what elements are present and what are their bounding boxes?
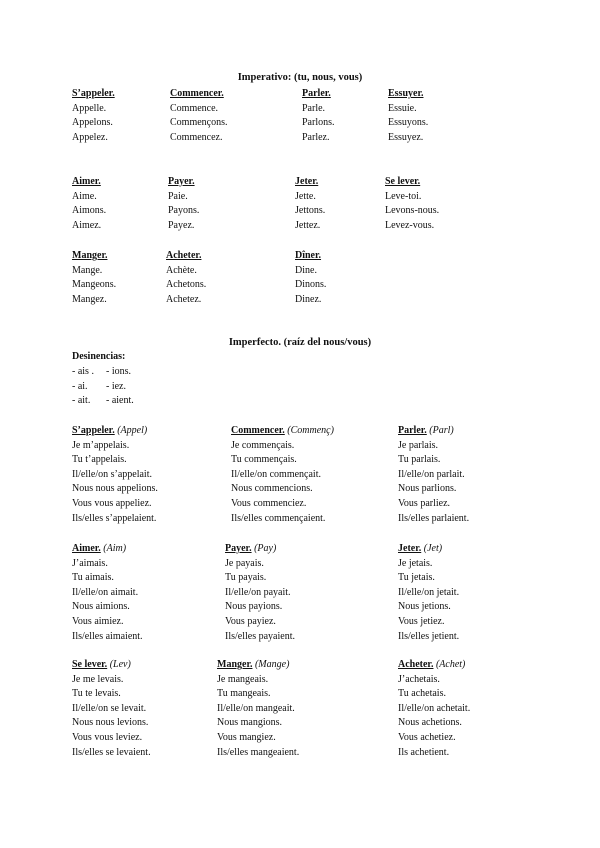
imperativo-verb-essuyer xyxy=(388,87,428,145)
verb-form: Commence. xyxy=(170,102,219,114)
verb-form: Il/elle/on achetait. xyxy=(398,702,471,714)
imperativo-verb-manger xyxy=(72,249,116,307)
verb-form: Je mangeais. xyxy=(217,673,269,685)
verb-form: J’aimais. xyxy=(72,557,108,569)
imperativo-verb-diner xyxy=(295,249,326,307)
verb-form: Nous nous appelions. xyxy=(72,483,158,495)
verb-form: Levons-nous. xyxy=(385,205,440,217)
verb-form: Il/elle/on parlait. xyxy=(398,468,465,480)
verb-form: J’achetais. xyxy=(398,673,440,685)
imperativo-verb-se-lever xyxy=(385,175,439,233)
verb-form: Vous jetiez. xyxy=(398,615,445,627)
verb-heading: Jeter. xyxy=(295,176,319,187)
verb-form: Ils achetient. xyxy=(398,746,450,758)
imperativo-verb-sappeler xyxy=(72,87,115,145)
verb-form: Leve-toi. xyxy=(385,190,422,202)
verb-form: Vous aimiez. xyxy=(72,615,124,627)
verb-form: Jettez. xyxy=(295,219,321,231)
verb-form: Nous payions. xyxy=(225,601,283,613)
verb-form: Essuyons. xyxy=(388,117,429,129)
desinencia-singular: - ait. xyxy=(72,395,91,407)
imperfecto-verb-commencer xyxy=(231,424,334,526)
desinencia-row xyxy=(72,365,134,380)
verb-form: Vous payiez. xyxy=(225,615,276,627)
verb-form: Ils/elles commençaient. xyxy=(231,512,326,524)
verb-form: Vous vous leviez. xyxy=(72,731,143,743)
verb-root: (Achet) xyxy=(435,659,466,670)
verb-form: Il/elle/on commençait. xyxy=(231,468,321,480)
verb-form: Vous vous appeliez. xyxy=(72,497,152,509)
imperativo-verb-commencer xyxy=(170,87,228,145)
imperfecto-verb-parler xyxy=(398,424,469,526)
verb-form: Achetons. xyxy=(166,279,207,291)
verb-form: Commencez. xyxy=(170,131,223,143)
verb-heading: Se lever. xyxy=(385,176,421,187)
verb-form: Je m’appelais. xyxy=(72,439,130,451)
verb-form: Dinons. xyxy=(295,279,327,291)
verb-form: Achetez. xyxy=(166,293,202,305)
imperativo-title: Imperativo: (tu, nous, vous) xyxy=(237,72,363,83)
desinencia-plural: - aient. xyxy=(106,395,134,407)
verb-form: Ils/elles jetient. xyxy=(398,630,460,642)
verb-form: Tu parlais. xyxy=(398,454,441,466)
verb-heading: Manger. xyxy=(217,659,253,670)
verb-root: (Appel) xyxy=(117,425,148,436)
desinencia-plural: - ions. xyxy=(106,366,131,377)
verb-form: Ils/elles se levaient. xyxy=(72,746,151,758)
desinencias-list xyxy=(72,365,134,409)
verb-form: Vous achetiez. xyxy=(398,731,456,743)
imperfecto-verb-aimer xyxy=(72,542,143,644)
verb-form: Tu payais. xyxy=(225,572,267,584)
verb-form: Mangeons. xyxy=(72,279,117,291)
verb-form: Paie. xyxy=(168,190,188,202)
verb-form: Il/elle/on aimait. xyxy=(72,586,139,598)
imperativo-verb-parler xyxy=(302,87,335,145)
verb-form: Ils/elles mangeaient. xyxy=(217,746,300,758)
verb-form: Il/elle/on s’appelait. xyxy=(72,468,152,480)
imperfecto-verb-se-lever xyxy=(72,658,151,760)
verb-form: Ils/elles payaient. xyxy=(225,630,295,642)
verb-form: Nous aimions. xyxy=(72,601,130,613)
desinencia-row xyxy=(72,380,134,395)
verb-form: Aimez. xyxy=(72,219,102,231)
verb-form: Levez-vous. xyxy=(385,219,435,231)
verb-form: Tu mangeais. xyxy=(217,688,271,700)
verb-root: (Lev) xyxy=(109,659,131,670)
verb-root: (Commenç) xyxy=(287,425,334,436)
imperativo-verb-jeter xyxy=(295,175,325,233)
verb-heading: Payer. xyxy=(225,543,252,554)
imperfecto-verb-jeter xyxy=(398,542,459,644)
verb-form: Tu te levais. xyxy=(72,688,121,700)
verb-heading: S’appeler. xyxy=(72,88,115,99)
verb-form: Aime. xyxy=(72,190,97,202)
verb-form: Nous mangions. xyxy=(217,717,282,729)
verb-form: Dine. xyxy=(295,264,317,276)
verb-root: (Pay) xyxy=(254,543,277,554)
verb-form: Nous achetions. xyxy=(398,717,462,729)
verb-form: Jette. xyxy=(295,190,316,202)
verb-heading: Parler. xyxy=(302,88,331,99)
verb-form: Parlons. xyxy=(302,117,335,129)
desinencia-plural: - iez. xyxy=(106,380,126,392)
desinencias-label: Desinencias: xyxy=(72,351,126,362)
verb-form: Tu commençais. xyxy=(231,454,297,466)
verb-heading: Payer. xyxy=(168,176,195,187)
verb-form: Achète. xyxy=(166,264,197,276)
verb-heading: Commencer. xyxy=(231,425,285,436)
imperfecto-verb-payer xyxy=(225,542,295,644)
verb-form: Tu aimais. xyxy=(72,572,114,584)
verb-heading: Dîner. xyxy=(295,250,322,261)
desinencia-row xyxy=(72,394,134,409)
verb-form: Payez. xyxy=(168,219,195,231)
verb-heading: Parler. xyxy=(398,425,427,436)
verb-form: Ils/elles parlaient. xyxy=(398,512,470,524)
imperfecto-verb-manger xyxy=(217,658,299,760)
verb-form: Ils/elles s’appelaient. xyxy=(72,512,157,524)
imperativo-verb-acheter xyxy=(166,249,206,307)
verb-form: Commençons. xyxy=(170,117,228,129)
imperativo-verb-payer xyxy=(168,175,199,233)
verb-form: Payons. xyxy=(168,205,200,217)
verb-form: Appelez. xyxy=(72,131,108,143)
verb-form: Il/elle/on se levait. xyxy=(72,702,147,714)
desinencia-singular: - ais . xyxy=(72,366,94,377)
verb-form: Parle. xyxy=(302,102,326,114)
verb-form: Il/elle/on mangeait. xyxy=(217,702,295,714)
verb-form: Essuie. xyxy=(388,102,417,114)
verb-form: Il/elle/on payait. xyxy=(225,586,291,598)
verb-form: Vous parliez. xyxy=(398,497,451,509)
verb-heading: Acheter. xyxy=(166,250,202,261)
verb-heading: Manger. xyxy=(72,250,108,261)
verb-form: Mange. xyxy=(72,264,103,276)
verb-form: Nous parlions. xyxy=(398,483,457,495)
verb-form: Il/elle/on jetait. xyxy=(398,586,460,598)
verb-form: Nous nous levions. xyxy=(72,717,149,729)
verb-form: Jettons. xyxy=(295,205,326,217)
verb-form: Je commençais. xyxy=(231,439,295,451)
verb-heading: Jeter. xyxy=(398,543,422,554)
verb-form: Je jetais. xyxy=(398,557,433,569)
verb-form: Tu jetais. xyxy=(398,572,435,584)
verb-form: Dinez. xyxy=(295,293,322,305)
verb-heading: Se lever. xyxy=(72,659,108,670)
verb-heading: Aimer. xyxy=(72,543,101,554)
imperfecto-verb-acheter xyxy=(398,658,470,760)
verb-form: Nous commencions. xyxy=(231,483,313,495)
verb-form: Vous mangiez. xyxy=(217,731,276,743)
verb-form: Aimons. xyxy=(72,205,107,217)
desinencia-singular: - ai. xyxy=(72,380,88,392)
imperativo-verb-aimer xyxy=(72,175,106,233)
verb-form: Je parlais. xyxy=(398,439,438,451)
verb-form: Appelons. xyxy=(72,117,113,129)
verb-heading: Aimer. xyxy=(72,176,101,187)
verb-form: Essuyez. xyxy=(388,131,424,143)
verb-form: Mangez. xyxy=(72,293,107,305)
imperfecto-verb-sappeler xyxy=(72,424,158,526)
verb-form: Tu achetais. xyxy=(398,688,446,700)
verb-form: Ils/elles aimaient. xyxy=(72,630,143,642)
verb-form: Parlez. xyxy=(302,131,330,143)
verb-form: Je payais. xyxy=(225,557,264,569)
verb-form: Nous jetions. xyxy=(398,601,451,613)
verb-form: Appelle. xyxy=(72,102,107,114)
verb-heading: Acheter. xyxy=(398,659,434,670)
verb-form: Tu t’appelais. xyxy=(72,454,127,466)
verb-heading: S’appeler. xyxy=(72,425,115,436)
verb-heading: Essuyer. xyxy=(388,88,424,99)
verb-root: (Jet) xyxy=(423,543,443,554)
verb-form: Je me levais. xyxy=(72,673,124,685)
imperfecto-title: Imperfecto. (raíz del nous/vous) xyxy=(228,337,372,348)
verb-root: (Mange) xyxy=(254,659,290,670)
verb-heading: Commencer. xyxy=(170,88,224,99)
verb-root: (Parl) xyxy=(429,425,454,436)
verb-form: Vous commenciez. xyxy=(231,497,307,509)
verb-root: (Aim) xyxy=(103,543,127,554)
